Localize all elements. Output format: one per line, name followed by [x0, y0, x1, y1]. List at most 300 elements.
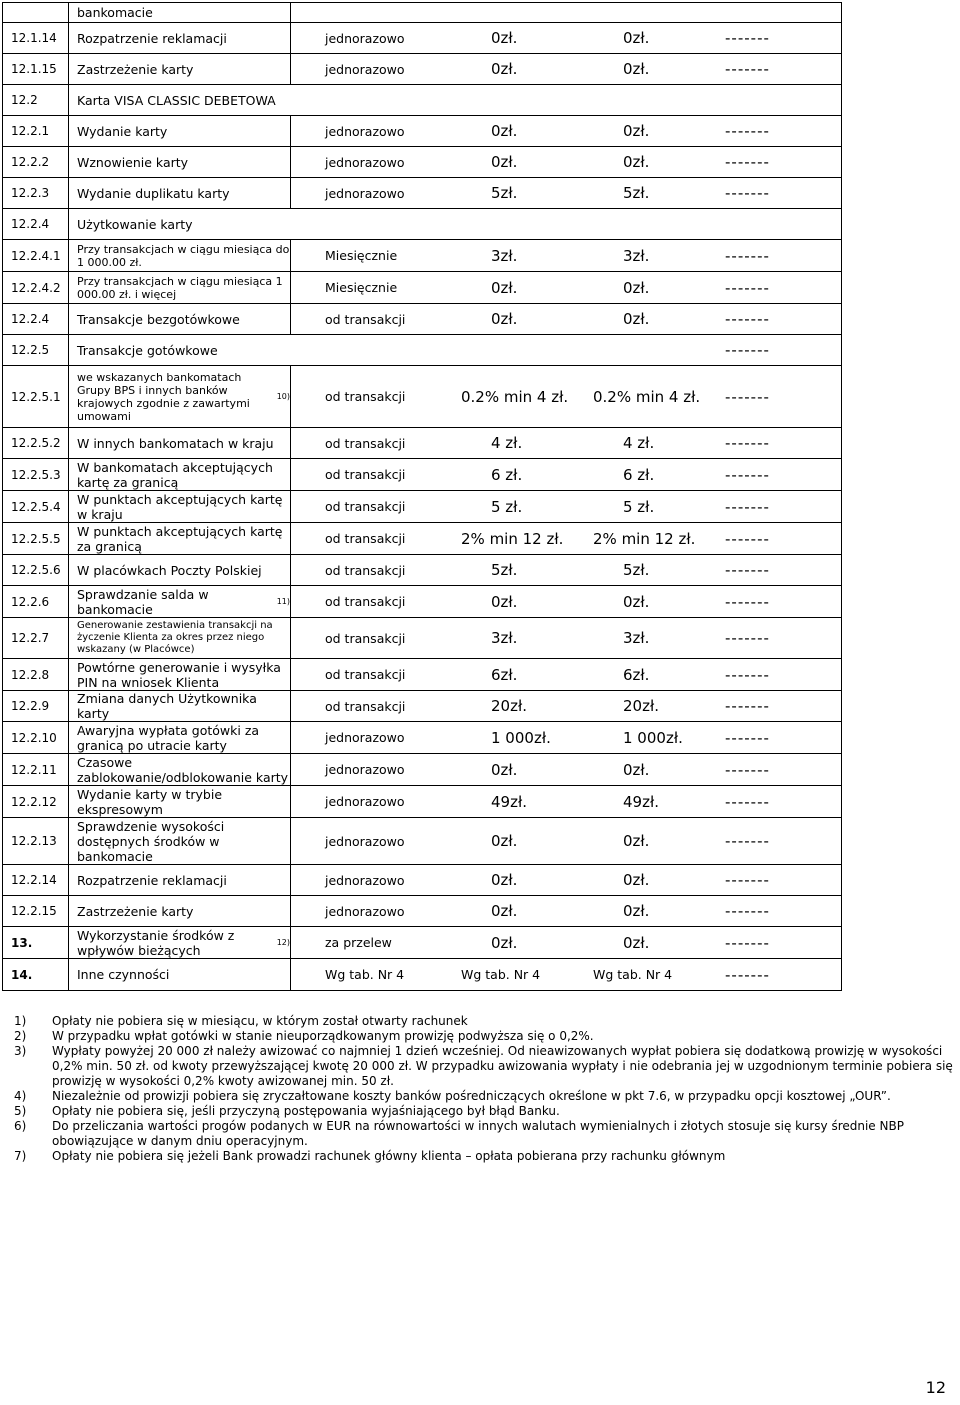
row-frequency-text: od transakcji — [325, 531, 406, 546]
row-frequency-text: Miesięcznie — [325, 280, 398, 295]
row-fee-3-text: ------- — [725, 184, 770, 202]
row-fee-2 — [583, 959, 713, 990]
row-name-text: Inne czynności — [77, 967, 170, 982]
row-fee-1 — [451, 459, 583, 490]
row-fee-1-text: 0zł. — [491, 278, 518, 297]
row-fee-2 — [583, 896, 713, 926]
row-fee-2 — [583, 865, 713, 895]
row-id — [3, 116, 69, 146]
row-fee-2-text: 5 zł. — [623, 497, 655, 516]
row-id — [3, 3, 69, 22]
row-name-text: Wydanie karty — [77, 123, 168, 139]
row-fee-2 — [583, 786, 713, 817]
row-name — [69, 459, 291, 490]
row-name — [69, 722, 291, 753]
row-id — [3, 959, 69, 990]
row-name — [69, 147, 291, 177]
row-id — [3, 586, 69, 617]
row-frequency-text: od transakcji — [325, 311, 406, 327]
row-frequency — [291, 865, 451, 895]
row-fee-3-text: ------- — [725, 341, 770, 359]
row-frequency-text: jednorazowo — [325, 185, 405, 201]
row-frequency-text: od transakcji — [325, 630, 406, 646]
row-fee-2-text: 0zł. — [623, 29, 650, 47]
footnote-number: 7) — [14, 1149, 27, 1163]
row-id — [3, 459, 69, 490]
row-fee-1-text: 0zł. — [491, 592, 518, 611]
row-fee-2-text: 20zł. — [623, 697, 659, 715]
table-row — [3, 818, 841, 865]
row-id — [3, 23, 69, 53]
row-name-text: Zmiana danych Użytkownika karty — [77, 691, 257, 721]
row-fee-1 — [451, 896, 583, 926]
row-name — [69, 54, 291, 84]
row-fee-2 — [583, 491, 713, 522]
row-name-text: W punktach akceptujących kartę za granicą — [77, 523, 283, 554]
row-fee-3-text: ------- — [725, 665, 770, 684]
row-id-text: 12.2.5 — [11, 343, 50, 357]
row-fee-2-text: 0zł. — [623, 902, 650, 920]
row-frequency-text: od transakcji — [325, 467, 406, 482]
row-fee-3-text: ------- — [725, 529, 770, 548]
row-fee-2 — [583, 23, 713, 53]
fee-table — [2, 2, 842, 991]
row-fee-2-text: 0zł. — [623, 278, 650, 297]
row-fee-3-text: ------- — [725, 592, 770, 611]
row-frequency-text: od transakcji — [325, 562, 406, 578]
row-frequency — [291, 786, 451, 817]
row-name-text: Wznowienie karty — [77, 154, 189, 170]
row-id-text: 12.2.5.2 — [11, 436, 61, 450]
row-id — [3, 335, 69, 365]
row-name-text: W placówkach Poczty Polskiej — [77, 562, 262, 578]
row-name-text: Użytkowanie karty — [77, 216, 193, 232]
row-name — [69, 691, 291, 721]
row-id-text: 12.2.14 — [11, 873, 57, 887]
row-name — [69, 618, 291, 658]
table-row — [3, 586, 841, 618]
row-name-text: W bankomatach akceptujących kartę za granicą — [77, 459, 273, 490]
row-name: we wskazanych bankomatach Grupy BPS i innych banków krajowych zgodnie z zawartymi umowami 10) — [69, 366, 291, 427]
row-frequency-text: jednorazowo — [325, 30, 405, 46]
row-fee-2 — [583, 116, 713, 146]
row-frequency — [291, 555, 451, 585]
row-fee-1-text: 0zł. — [491, 153, 518, 171]
row-frequency — [291, 23, 451, 53]
row-fee-1-text: 0zł. — [491, 310, 518, 328]
table-row — [3, 459, 841, 491]
row-fee-2 — [583, 85, 713, 115]
row-fee-3-text: ------- — [725, 697, 770, 715]
row-frequency-text: od transakcji — [325, 667, 406, 682]
row-fee-1-text: 0.2% min 4 zł. — [461, 387, 569, 406]
row-fee-2-text: 3zł. — [623, 629, 650, 647]
row-fee-3-text: ------- — [725, 561, 770, 579]
table-row — [3, 959, 841, 990]
row-frequency — [291, 618, 451, 658]
row-id-text: 12.2.11 — [11, 762, 57, 777]
row-id — [3, 54, 69, 84]
footnotes — [14, 1014, 960, 1164]
row-name-text: Przy transakcjach w ciągu miesiąca do 1 000.00 zł. — [77, 242, 290, 269]
row-fee-3 — [713, 116, 841, 146]
footnote-text: Opłaty nie pobiera się, jeśli przyczyną postępowania wyjaśniającego był błąd Banku. — [52, 1104, 560, 1118]
row-id-text: 12.2.4 — [11, 217, 50, 231]
row-fee-1 — [451, 54, 583, 84]
row-fee-1-text: 0zł. — [491, 122, 518, 140]
row-id — [3, 491, 69, 522]
footnote — [14, 1149, 960, 1164]
row-frequency-text: jednorazowo — [325, 872, 405, 888]
row-fee-3-text: ------- — [725, 278, 770, 297]
row-name-text: Sprawdzanie salda w bankomacie — [77, 586, 209, 617]
footnote — [14, 1119, 960, 1149]
row-fee-3-text: ------- — [725, 310, 770, 328]
row-name — [69, 865, 291, 895]
row-fee-1-text: 0zł. — [491, 29, 518, 47]
row-frequency-text: od transakcji — [325, 499, 406, 514]
row-name-text: W innych bankomatach w kraju — [77, 435, 274, 451]
row-id — [3, 85, 69, 115]
row-fee-3 — [713, 209, 841, 239]
footnote-text: Niezależnie od prowizji pobiera się zryczałtowane koszty banków pośredniczących określone w pkt 7.6, w przypadku opcji kosztowej „OUR”. — [52, 1089, 891, 1103]
row-name-text: W punktach akceptujących kartę w kraju — [77, 491, 283, 522]
row-fee-2 — [583, 240, 713, 271]
row-fee-3 — [713, 865, 841, 895]
row-id-text: 12.2.6 — [11, 594, 50, 609]
row-frequency — [291, 722, 451, 753]
row-fee-2 — [583, 428, 713, 458]
row-frequency — [291, 754, 451, 785]
row-fee-1 — [451, 178, 583, 208]
row-fee-2-text: 2% min 12 zł. — [593, 529, 696, 548]
row-id — [3, 754, 69, 785]
row-fee-2-text: 0zł. — [623, 60, 650, 78]
row-fee-3 — [713, 366, 841, 427]
table-row — [3, 116, 841, 147]
row-name: Sprawdzanie salda w bankomacie 11) — [69, 586, 291, 617]
row-id — [3, 178, 69, 208]
row-fee-3 — [713, 178, 841, 208]
row-fee-2 — [583, 459, 713, 490]
row-fee-2-text: Wg tab. Nr 4 — [593, 967, 673, 982]
row-name-text: Sprawdzenie wysokości dostępnych środków w bankomacie — [77, 818, 225, 864]
table-row — [3, 3, 841, 23]
row-fee-1 — [451, 491, 583, 522]
row-id — [3, 818, 69, 864]
row-fee-1 — [451, 927, 583, 958]
row-fee-3 — [713, 304, 841, 334]
row-name-text: Transakcje gotówkowe — [77, 342, 218, 358]
row-fee-1-text: 0zł. — [491, 760, 518, 779]
row-fee-1-text: 3zł. — [491, 246, 518, 265]
footnote-number: 6) — [14, 1119, 27, 1133]
row-fee-1-text: 6zł. — [491, 665, 518, 684]
row-id-text: 12.2.5.3 — [11, 467, 61, 482]
row-fee-3 — [713, 240, 841, 271]
row-id-text: 13. — [11, 935, 33, 950]
row-name — [69, 23, 291, 53]
row-id-text: 12.2.4.2 — [11, 280, 61, 295]
page-number: 12 — [925, 1378, 946, 1397]
footnote — [14, 1104, 960, 1119]
row-fee-1 — [451, 240, 583, 271]
row-frequency — [291, 491, 451, 522]
row-frequency-text: Wg tab. Nr 4 — [325, 967, 405, 982]
row-fee-2-text: 0zł. — [623, 592, 650, 611]
row-fee-1-text: 6 zł. — [491, 465, 523, 484]
footnote-number: 1) — [14, 1014, 27, 1028]
row-frequency-text: Miesięcznie — [325, 248, 398, 263]
row-fee-1-text: 20zł. — [491, 697, 527, 715]
row-frequency — [291, 659, 451, 690]
row-name-text: we wskazanych bankomatach Grupy BPS i innych banków krajowych zgodnie z zawartymi umowami — [77, 370, 250, 423]
row-fee-1 — [451, 3, 583, 22]
row-fee-1 — [451, 786, 583, 817]
row-fee-3-text: ------- — [725, 965, 770, 984]
row-frequency-text: od transakcji — [325, 435, 406, 451]
row-fee-3 — [713, 272, 841, 303]
row-fee-1 — [451, 691, 583, 721]
row-fee-1-text: 3zł. — [491, 629, 518, 647]
row-name-text: Awaryjna wypłata gotówki za granicą po utracie karty — [77, 722, 260, 753]
row-id — [3, 147, 69, 177]
row-id — [3, 659, 69, 690]
row-frequency — [291, 304, 451, 334]
row-fee-3-text: ------- — [725, 792, 770, 811]
row-fee-1 — [451, 865, 583, 895]
row-fee-2-text: 5zł. — [623, 184, 650, 202]
row-id-text: 12.2.13 — [11, 834, 57, 848]
row-fee-3-text: ------- — [725, 434, 770, 452]
row-frequency — [291, 523, 451, 554]
row-fee-3-text: ------- — [725, 760, 770, 779]
row-name-text: Czasowe zablokowanie/odblokowanie karty — [77, 754, 289, 785]
row-id-text: 12.1.14 — [11, 31, 57, 45]
row-fee-3 — [713, 85, 841, 115]
row-id — [3, 272, 69, 303]
row-name — [69, 659, 291, 690]
table-row — [3, 178, 841, 209]
row-id — [3, 428, 69, 458]
row-id-text: 12.2.12 — [11, 794, 57, 809]
row-id — [3, 240, 69, 271]
row-id-text: 12.2.8 — [11, 667, 50, 682]
row-fee-2 — [583, 818, 713, 864]
row-fee-3-text: ------- — [725, 728, 770, 747]
row-fee-1 — [451, 754, 583, 785]
row-name — [69, 786, 291, 817]
row-id-text: 12.2 — [11, 93, 38, 107]
row-frequency — [291, 116, 451, 146]
row-name-text: Wydanie karty w trybie ekspresowym — [77, 786, 223, 817]
row-frequency-text: za przelew — [325, 935, 392, 950]
row-id — [3, 691, 69, 721]
table-row — [3, 786, 841, 818]
row-fee-1-text: 5 zł. — [491, 497, 523, 516]
row-name-text: bankomacie — [77, 5, 153, 20]
footnote-text: Opłaty nie pobiera się w miesiącu, w którym został otwarty rachunek — [52, 1014, 468, 1028]
table-row — [3, 555, 841, 586]
row-name — [69, 240, 291, 271]
footnote-number: 5) — [14, 1104, 27, 1118]
row-fee-2 — [583, 3, 713, 22]
table-row — [3, 366, 841, 428]
row-name — [69, 116, 291, 146]
row-name — [69, 335, 449, 365]
footnote-text: Wypłaty powyżej 20 000 zł należy awizować co najmniej 1 dzień wcześniej. Od nieawizowanych wypłat pobiera się dodatkową prowizję w wysokości 0,2% min. 50 zł. od kwoty przewyższającej kwotę 20 000 zł. W przypadku awizowania wypłaty i nie odebrania jej w uzgodnionym terminie pobiera się prowizję w wysokości 0,2% kwoty awizowanej min. 50 zł. — [52, 1044, 953, 1088]
footnote — [14, 1089, 960, 1104]
row-id — [3, 865, 69, 895]
row-fee-2-text: 1 000zł. — [623, 728, 683, 747]
row-fee-3 — [713, 335, 841, 365]
table-row — [3, 23, 841, 54]
row-frequency-text: jednorazowo — [325, 730, 405, 745]
row-fee-1 — [451, 23, 583, 53]
row-fee-3 — [713, 959, 841, 990]
row-fee-3-text: ------- — [725, 832, 770, 850]
table-row — [3, 240, 841, 272]
row-fee-1-text: 4 zł. — [491, 434, 523, 452]
row-frequency — [291, 366, 451, 427]
row-fee-3 — [713, 659, 841, 690]
row-name — [69, 3, 291, 22]
row-frequency-text: jednorazowo — [325, 61, 405, 77]
row-frequency — [291, 272, 451, 303]
row-id-text: 12.2.15 — [11, 904, 57, 918]
row-fee-2 — [583, 691, 713, 721]
row-id-text: 12.2.10 — [11, 730, 57, 745]
row-fee-2 — [583, 555, 713, 585]
footnote — [14, 1014, 960, 1029]
row-fee-2 — [583, 754, 713, 785]
row-fee-3 — [713, 555, 841, 585]
row-fee-1 — [451, 335, 583, 365]
row-fee-1-text: 0zł. — [491, 933, 518, 952]
row-frequency — [291, 178, 451, 208]
table-row — [3, 659, 841, 691]
row-fee-3 — [713, 722, 841, 753]
row-frequency-text: od transakcji — [325, 389, 406, 404]
row-fee-3-text: ------- — [725, 122, 770, 140]
row-frequency-text: od transakcji — [325, 594, 406, 609]
row-fee-2-text: 0zł. — [623, 871, 650, 889]
row-fee-2 — [583, 586, 713, 617]
row-fee-2-text: 0zł. — [623, 760, 650, 779]
row-fee-1-text: 1 000zł. — [491, 728, 551, 747]
table-row — [3, 209, 841, 240]
row-name-text: Wykorzystanie środków z wpływów bieżących — [77, 927, 235, 958]
row-name — [69, 491, 291, 522]
table-row — [3, 722, 841, 754]
row-frequency — [291, 586, 451, 617]
row-fee-2 — [583, 366, 713, 427]
row-frequency — [291, 459, 451, 490]
footnote-number: 3) — [14, 1044, 27, 1058]
row-frequency-text: jednorazowo — [325, 123, 405, 139]
row-fee-1 — [451, 618, 583, 658]
row-name — [69, 428, 291, 458]
row-id-text: 14. — [11, 967, 33, 982]
row-fee-2-text: 6zł. — [623, 665, 650, 684]
row-id-text: 12.2.9 — [11, 699, 50, 713]
row-fee-1-text: Wg tab. Nr 4 — [461, 967, 541, 982]
row-fee-1 — [451, 272, 583, 303]
row-fee-3-text: ------- — [725, 933, 770, 952]
row-fee-3 — [713, 459, 841, 490]
row-fee-1-text: 49zł. — [491, 792, 527, 811]
row-fee-3-text: ------- — [725, 497, 770, 516]
row-id — [3, 786, 69, 817]
row-fee-3 — [713, 754, 841, 785]
footnote — [14, 1044, 960, 1089]
row-fee-3-text: ------- — [725, 871, 770, 889]
table-row — [3, 896, 841, 927]
row-fee-1 — [451, 85, 583, 115]
row-fee-3 — [713, 54, 841, 84]
footnote-number: 2) — [14, 1029, 27, 1043]
row-name-text: Rozpatrzenie reklamacji — [77, 872, 227, 888]
footnote-number: 4) — [14, 1089, 27, 1103]
row-fee-1-text: 5zł. — [491, 561, 518, 579]
row-fee-2 — [583, 304, 713, 334]
row-fee-1-text: 0zł. — [491, 871, 518, 889]
row-name-text: Rozpatrzenie reklamacji — [77, 30, 227, 46]
row-fee-2-text: 0zł. — [623, 122, 650, 140]
table-row — [3, 54, 841, 85]
row-fee-1 — [451, 586, 583, 617]
row-name-text: Zastrzeżenie karty — [77, 903, 194, 919]
row-fee-1 — [451, 659, 583, 690]
row-fee-3 — [713, 618, 841, 658]
row-name — [69, 178, 291, 208]
row-frequency — [291, 147, 451, 177]
row-fee-3-text: ------- — [725, 246, 770, 265]
row-fee-1-text: 5zł. — [491, 184, 518, 202]
row-fee-2-text: 0zł. — [623, 153, 650, 171]
row-fee-3 — [713, 428, 841, 458]
row-fee-2 — [583, 147, 713, 177]
row-fee-1 — [451, 818, 583, 864]
row-fee-3 — [713, 3, 841, 22]
row-fee-2-text: 0.2% min 4 zł. — [593, 387, 701, 406]
row-fee-2-text: 3zł. — [623, 246, 650, 265]
row-id-text: 12.2.4.1 — [11, 248, 61, 263]
row-id-text: 12.2.1 — [11, 124, 50, 138]
table-row — [3, 335, 841, 366]
table-row — [3, 85, 841, 116]
row-id-text: 12.2.5.1 — [11, 389, 61, 404]
row-name: Wykorzystanie środków z wpływów bieżących 12) — [69, 927, 291, 958]
row-fee-1 — [451, 523, 583, 554]
row-fee-2 — [583, 659, 713, 690]
row-fee-3 — [713, 586, 841, 617]
row-fee-3-text: ------- — [725, 387, 770, 406]
row-fee-1 — [451, 116, 583, 146]
row-name-text: Powtórne generowanie i wysyłka PIN na wniosek Klienta — [77, 659, 281, 690]
row-fee-2-text: 0zł. — [623, 832, 650, 850]
footnote-text: Opłaty nie pobiera się jeżeli Bank prowadzi rachunek główny klienta – opłata pobierana przy rachunku głównym — [52, 1149, 726, 1163]
row-fee-1-text: 0zł. — [491, 60, 518, 78]
row-name — [69, 754, 291, 785]
row-fee-2-text: 5zł. — [623, 561, 650, 579]
row-id — [3, 927, 69, 958]
row-id — [3, 523, 69, 554]
row-fee-3-text: ------- — [725, 60, 770, 78]
row-name-text: Generowanie zestawienia transakcji na życzenie Klienta za okres przez niego wskazany (w Placówce) — [77, 620, 273, 655]
row-id — [3, 722, 69, 753]
row-fee-2 — [583, 927, 713, 958]
